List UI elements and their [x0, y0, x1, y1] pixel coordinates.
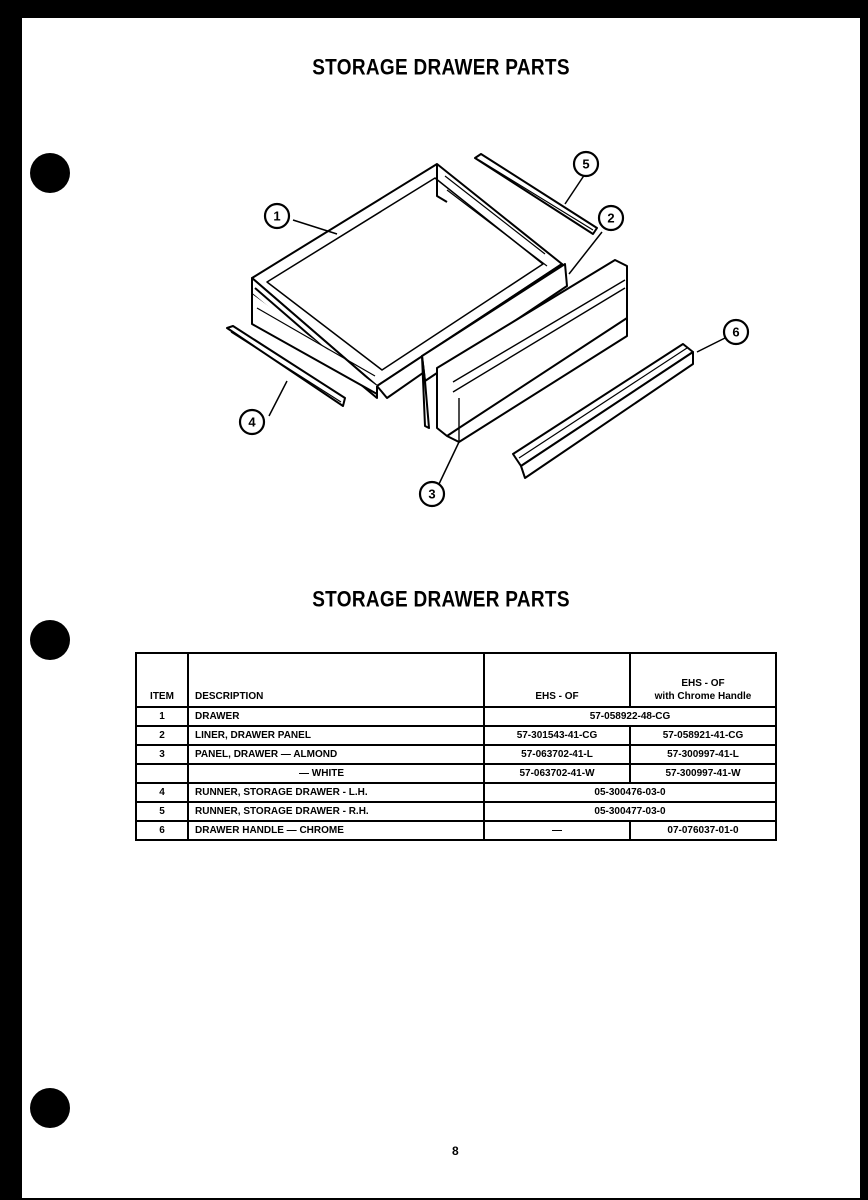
row-part-number-col2: 57-058921-41-CG: [630, 726, 776, 745]
row-part-number-col1: 57-301543-41-CG: [484, 726, 630, 745]
row-item: 6: [136, 821, 188, 840]
row-part-number-col2: 07-076037-01-0: [630, 821, 776, 840]
punch-hole-middle: [30, 620, 70, 660]
row-item: [136, 764, 188, 783]
diagram-title: STORAGE DRAWER PARTS: [312, 56, 570, 81]
table-row: [136, 764, 776, 783]
row-part-number: 05-300476-03-0: [484, 783, 776, 802]
table-row: [136, 726, 776, 745]
row-part-number-col1: 57-063702-41-L: [484, 745, 630, 764]
header-item: ITEM: [136, 653, 188, 707]
row-description: DRAWER HANDLE — CHROME: [188, 821, 484, 840]
header-col2-line2: with Chrome Handle: [654, 691, 752, 702]
row-part-number: 57-058922-48-CG: [484, 707, 776, 726]
row-part-number-col2: 57-300997-41-W: [630, 764, 776, 783]
row-item: 1: [136, 707, 188, 726]
exploded-view-diagram: [197, 136, 767, 516]
punch-hole-bottom: [30, 1088, 70, 1128]
row-part-number-col2: 57-300997-41-L: [630, 745, 776, 764]
row-part-number: 05-300477-03-0: [484, 802, 776, 821]
table-row: [136, 707, 776, 726]
callout-2: 2: [607, 210, 615, 226]
row-description: PANEL, DRAWER — ALMOND: [188, 745, 484, 764]
callout-6: 6: [732, 324, 740, 340]
document-page: [22, 18, 860, 1198]
table-header-row: [136, 653, 776, 707]
header-col2-line1: EHS - OF: [681, 678, 725, 689]
table-row: [136, 821, 776, 840]
row-item: 4: [136, 783, 188, 802]
table-row: [136, 802, 776, 821]
row-description: RUNNER, STORAGE DRAWER - L.H.: [188, 783, 484, 802]
punch-hole-top: [30, 153, 70, 193]
header-description: DESCRIPTION: [188, 653, 484, 707]
row-description: RUNNER, STORAGE DRAWER - R.H.: [188, 802, 484, 821]
header-col1: EHS - OF: [484, 653, 630, 707]
table-title: STORAGE DRAWER PARTS: [312, 588, 570, 613]
callout-5: 5: [582, 156, 590, 172]
callout-3: 3: [428, 486, 436, 502]
parts-table: [135, 652, 777, 841]
row-description: DRAWER: [188, 707, 484, 726]
row-description: — WHITE: [188, 764, 484, 783]
row-item: 3: [136, 745, 188, 764]
row-item: 2: [136, 726, 188, 745]
page-number: 8: [452, 1144, 459, 1158]
row-description: LINER, DRAWER PANEL: [188, 726, 484, 745]
table-row: [136, 783, 776, 802]
callout-4: 4: [248, 414, 256, 430]
row-part-number-col1: 57-063702-41-W: [484, 764, 630, 783]
callout-1: 1: [273, 208, 281, 224]
header-col2: [630, 653, 776, 707]
row-part-number-col1: —: [484, 821, 630, 840]
row-item: 5: [136, 802, 188, 821]
table-row: [136, 745, 776, 764]
